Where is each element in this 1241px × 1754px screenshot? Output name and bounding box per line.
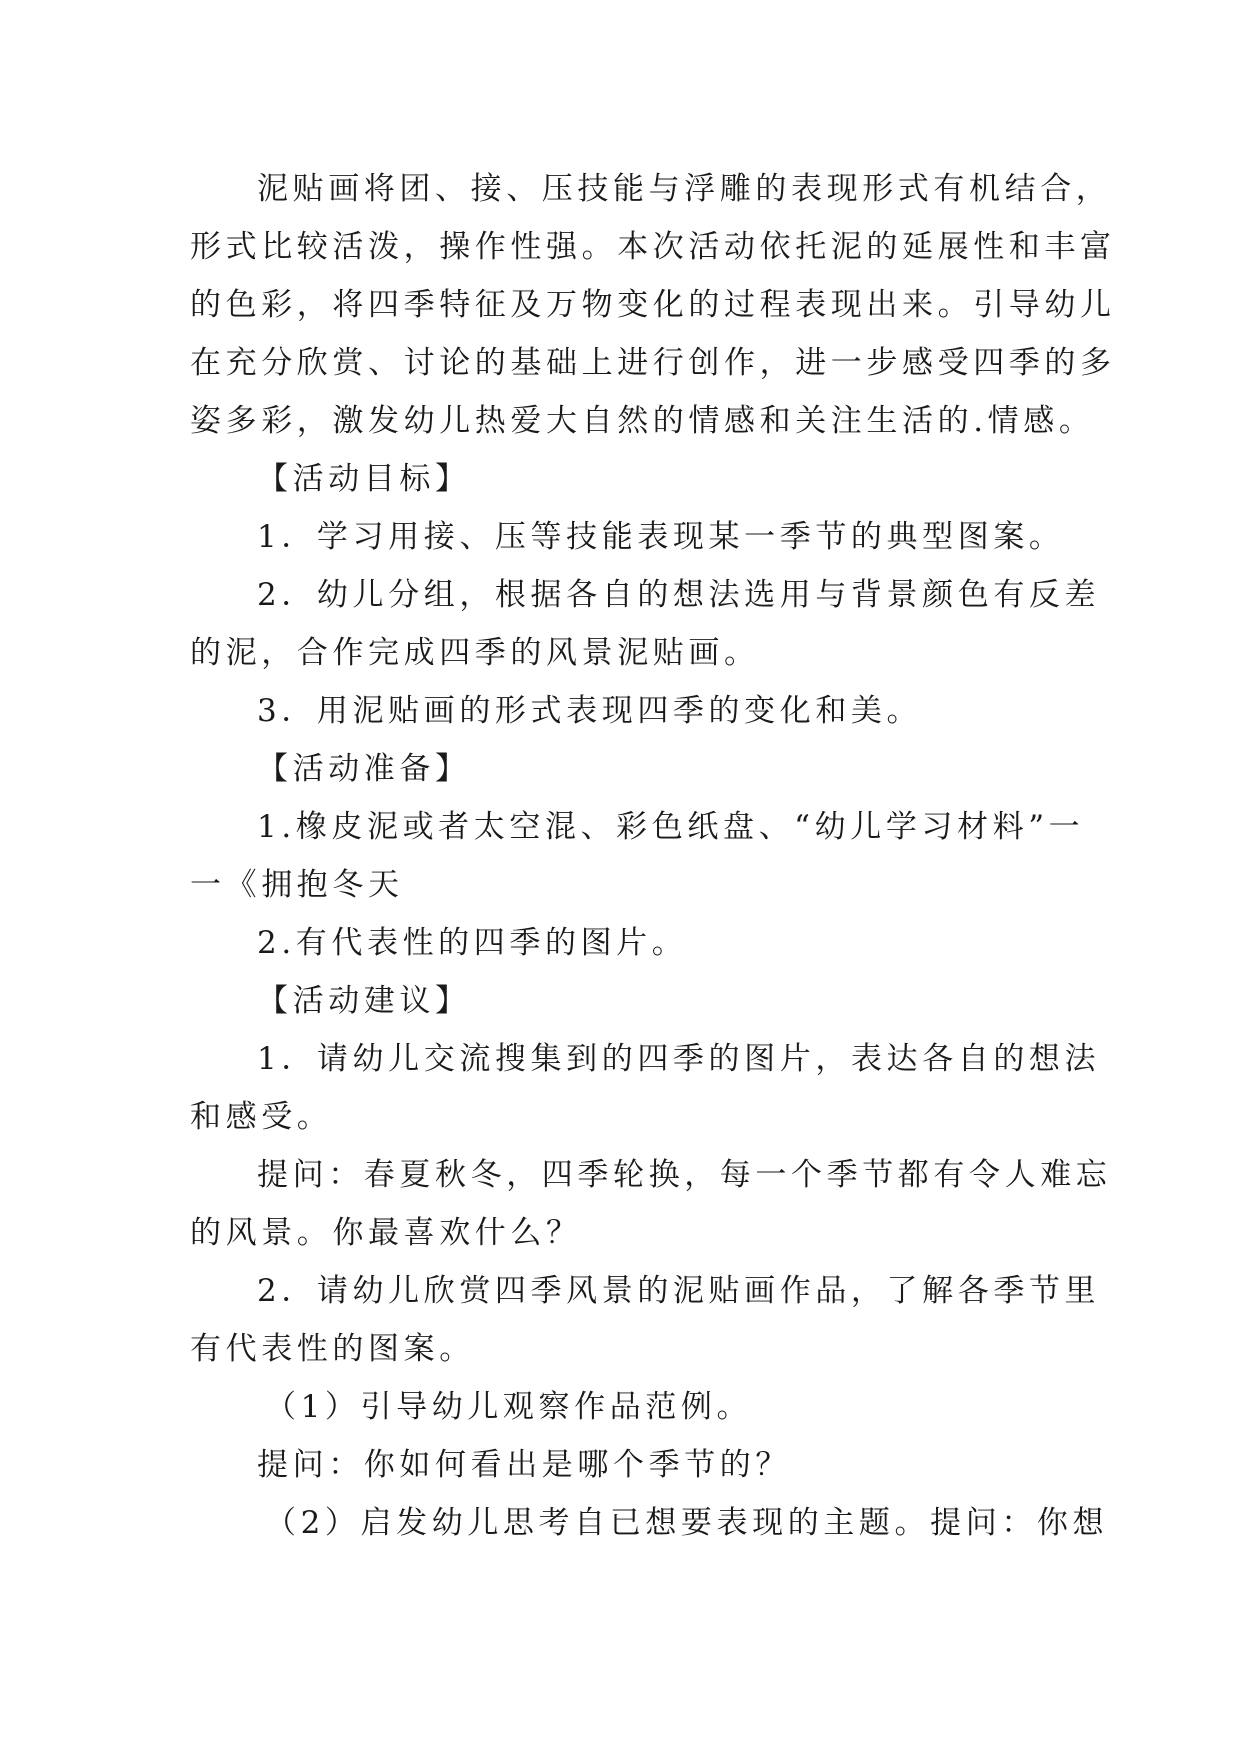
- paragraph-line: 形式比较活泼，操作性强。本次活动依托泥的延展性和丰富: [190, 229, 1116, 265]
- sub-item-1: （1）引导幼儿观察作品范例。: [265, 1389, 753, 1425]
- paragraph-line: 泥贴画将团、接、压技能与浮雕的表现形式有机结合，: [257, 171, 1112, 207]
- suggestion-item-1-cont: 和感受。: [190, 1099, 333, 1135]
- section-heading-suggestions: 【活动建议】: [257, 983, 471, 1019]
- goal-item-1: 1．学习用接、压等技能表现某一季节的典型图案。: [257, 519, 1065, 555]
- question-line: 提问：你如何看出是哪个季节的？: [257, 1447, 791, 1483]
- paragraph-line: 姿多彩，激发幼儿热爱大自然的情感和关注生活的.情感。: [190, 403, 1095, 439]
- question-line: 提问：春夏秋冬，四季轮换，每一个季节都有令人难忘: [257, 1157, 1112, 1193]
- suggestion-item-2-cont: 有代表性的图案。: [190, 1331, 475, 1367]
- goal-item-2-cont: 的泥，合作完成四季的风景泥贴画。: [190, 635, 760, 671]
- section-heading-goals: 【活动目标】: [257, 461, 471, 497]
- paragraph-line: 的色彩，将四季特征及万物变化的过程表现出来。引导幼儿: [190, 287, 1116, 323]
- sub-item-2: （2）启发幼儿思考自已想要表现的主题。提问：你想: [265, 1505, 1109, 1541]
- suggestion-item-2: 2．请幼儿欣赏四季风景的泥贴画作品，了解各季节里: [257, 1273, 1101, 1309]
- goal-item-3: 3．用泥贴画的形式表现四季的变化和美。: [257, 693, 923, 729]
- goal-item-2: 2．幼儿分组，根据各自的想法选用与背景颜色有反差: [257, 577, 1101, 613]
- prep-item-2: 2.有代表性的四季的图片。: [257, 925, 688, 961]
- suggestion-item-1: 1．请幼儿交流搜集到的四季的图片，表达各自的想法: [257, 1041, 1101, 1077]
- section-heading-preparation: 【活动准备】: [257, 751, 471, 787]
- paragraph-line: 在充分欣赏、讨论的基础上进行创作，进一步感受四季的多: [190, 345, 1116, 381]
- prep-item-1: 1.橡皮泥或者太空混、彩色纸盘、“幼儿学习材料”一: [257, 809, 1085, 845]
- prep-item-1-cont: 一《拥抱冬天: [190, 867, 404, 903]
- question-line-cont: 的风景。你最喜欢什么？: [190, 1215, 582, 1251]
